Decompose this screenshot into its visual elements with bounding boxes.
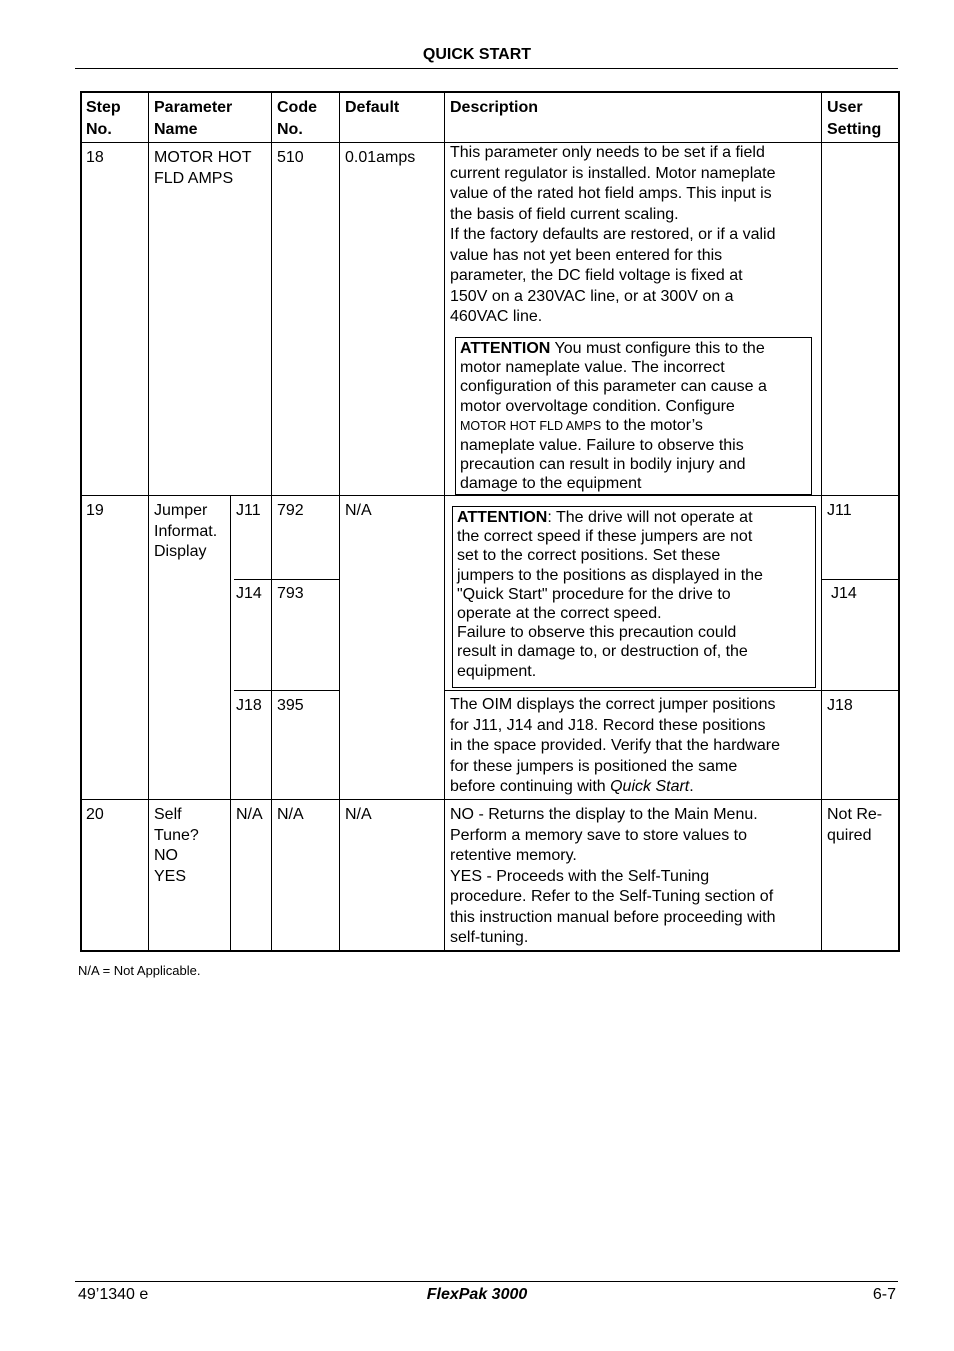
row19-desc-text: .: [689, 778, 694, 795]
attention-text: Failure to observe this precaution could: [457, 624, 737, 642]
document-number: 49’1340 e: [78, 1286, 149, 1303]
attention-text: : The drive will not operate at: [547, 509, 753, 526]
row18-attention-box: [455, 337, 812, 495]
row19-default: N/A: [345, 502, 372, 519]
row19-name-line: Jumper: [154, 502, 208, 519]
row18-desc-line: value has not yet been entered for this: [450, 246, 723, 264]
row19-name-line: Display: [154, 543, 207, 560]
header-user-line1: User: [827, 99, 863, 116]
row18-attention-line1: [460, 339, 807, 358]
row20-desc-line: YES - Proceeds with the Self-Tuning: [450, 867, 710, 885]
row19-description: [450, 695, 780, 798]
row20-desc-line: retentive memory.: [450, 847, 577, 864]
row19-name-line: Informat.: [154, 522, 218, 540]
row18-name-line1: MOTOR HOT: [154, 149, 252, 166]
col-divider-step: [148, 93, 149, 950]
attention-text: set to the correct positions. Set these: [457, 547, 721, 565]
sub-divider-user-j14: [821, 690, 898, 691]
section-title: QUICK START: [422, 46, 532, 63]
row18-desc-line: This parameter only needs to be set if a field: [450, 144, 765, 161]
row19-user-j11: J11: [827, 502, 852, 519]
row20-desc-line: NO - Returns the display to the Main Menu.: [450, 806, 758, 823]
row20-desc-line: self-tuning.: [450, 929, 529, 946]
row18-desc-line: If the factory defaults are restored, or if a valid: [450, 226, 776, 243]
attention-text: result in damage to, or destruction of, the: [457, 643, 748, 661]
attention-text: the correct speed if these jumpers are not: [457, 528, 753, 546]
row18-desc-line: 150V on a 230VAC line, or at 300V on a: [450, 287, 734, 305]
row19-desc-line-last: [450, 777, 780, 798]
attention-text: configuration of this parameter can cause a: [460, 378, 767, 396]
row20-name: [154, 805, 199, 887]
header-description: Description: [450, 99, 539, 116]
header-code-line2: No.: [277, 121, 303, 138]
header-step: [86, 97, 121, 141]
row20-jumper: N/A: [236, 806, 263, 823]
header-user: [827, 97, 881, 141]
attention-param-name: MOTOR HOT FLD AMPS: [460, 418, 602, 433]
row18-step: 18: [86, 149, 104, 166]
header-param: [154, 97, 232, 141]
row20-name-line: YES: [154, 867, 187, 885]
attention-text: motor nameplate value. The incorrect: [460, 359, 725, 377]
attention-text: equipment.: [457, 662, 537, 680]
row18-code: 510: [277, 149, 304, 166]
quick-start-reference: Quick Start: [610, 778, 690, 795]
header-rule: [75, 68, 898, 69]
row20-name-line: Self: [154, 806, 182, 823]
row20-code: N/A: [277, 806, 304, 823]
header-step-line1: Step: [86, 99, 121, 116]
sub-divider-j14: [234, 690, 340, 691]
row19-step: 19: [86, 502, 104, 519]
attention-text: motor overvoltage condition. Configure: [460, 397, 735, 415]
row19-user-j14: J14: [831, 585, 857, 602]
row20-default: N/A: [345, 806, 372, 823]
row19-desc-line: The OIM displays the correct jumper positions: [450, 696, 776, 713]
row18-attention-line5: [460, 416, 807, 436]
row18-description: [450, 143, 776, 328]
product-name: FlexPak 3000: [426, 1286, 528, 1303]
row20-desc-line: procedure. Refer to the Self-Tuning section of: [450, 888, 774, 905]
attention-label: ATTENTION: [460, 340, 551, 357]
attention-text: damage to the equipment: [460, 475, 642, 493]
row18-desc-line: value of the rated hot field amps. This input is: [450, 185, 772, 202]
attention-text: precaution can result in bodily injury and: [460, 456, 746, 474]
row20-desc-line: Perform a memory save to store values to: [450, 826, 747, 844]
header-code: [277, 97, 317, 141]
parameter-table: [80, 91, 900, 952]
row19-code-j18: 395: [277, 697, 304, 714]
header-param-line1: Parameter: [154, 99, 233, 116]
attention-label: ATTENTION: [457, 509, 548, 526]
row18-default: 0.01amps: [345, 149, 416, 166]
row19-jumper-j14: J14: [236, 585, 262, 602]
row19-desc-line: for these jumpers is positioned the same: [450, 757, 738, 775]
row20-name-line: NO: [154, 847, 178, 864]
row18-desc-line: the basis of field current scaling.: [450, 205, 679, 223]
attention-text: to the motor’s: [601, 416, 703, 434]
row19-code-j14: 793: [277, 585, 304, 602]
row18-name-line2: FLD AMPS: [154, 169, 234, 187]
row20-step: 20: [86, 806, 104, 823]
attention-text: jumpers to the positions as displayed in the: [457, 566, 763, 584]
row18-desc-line: current regulator is installed. Motor nameplate: [450, 164, 776, 182]
col-divider-param: [271, 93, 272, 950]
row19-jumper-j11: J11: [236, 502, 261, 519]
row20-user: [827, 805, 882, 846]
attention-text: You must configure this to the: [550, 340, 765, 357]
row19-user-j18: J18: [827, 697, 853, 714]
col-divider-code: [339, 93, 340, 950]
row-divider-18: [82, 495, 898, 496]
sub-divider-j11: [234, 579, 340, 580]
attention-text: "Quick Start" procedure for the drive to: [457, 585, 731, 603]
row19-attention-line1: [457, 508, 811, 527]
row19-code-j11: 792: [277, 502, 304, 519]
row19-jumper-j18: J18: [236, 697, 262, 714]
col-divider-jumper: [230, 495, 231, 950]
page-number: 6-7: [872, 1286, 896, 1303]
row19-desc-line: for J11, J14 and J18. Record these positions: [450, 716, 766, 734]
sub-divider-user-j11: [821, 579, 898, 580]
col-divider-default: [444, 93, 445, 950]
row18-name: [154, 148, 251, 189]
footer-rule: [75, 1281, 898, 1282]
sub-divider-desc: [444, 690, 821, 691]
header-default: Default: [345, 99, 400, 116]
row20-name-line: Tune?: [154, 826, 199, 844]
header-step-line2: No.: [86, 121, 112, 138]
row18-desc-line: 460VAC line.: [450, 308, 543, 325]
row18-desc-line: parameter, the DC field voltage is fixed at: [450, 267, 743, 284]
row20-user-line1: Not Re-: [827, 806, 883, 823]
row19-name: [154, 501, 217, 563]
row20-user-line2: quired: [827, 826, 872, 844]
footnote: N/A = Not Applicable.: [78, 963, 201, 978]
attention-text: nameplate value. Failure to observe this: [460, 437, 744, 455]
row19-attention-box: [452, 506, 816, 688]
row19-desc-text: before continuing with: [450, 778, 611, 795]
row20-description: [450, 805, 776, 949]
header-param-line2: Name: [154, 121, 198, 138]
col-divider-desc: [821, 93, 822, 950]
header-code-line1: Code: [277, 99, 317, 116]
header-user-line2: Setting: [827, 121, 882, 138]
row20-desc-line: this instruction manual before proceeding with: [450, 908, 776, 926]
attention-text: operate at the correct speed.: [457, 605, 662, 623]
row-divider-19: [82, 799, 898, 800]
row19-desc-line: in the space provided. Verify that the hardware: [450, 737, 780, 754]
